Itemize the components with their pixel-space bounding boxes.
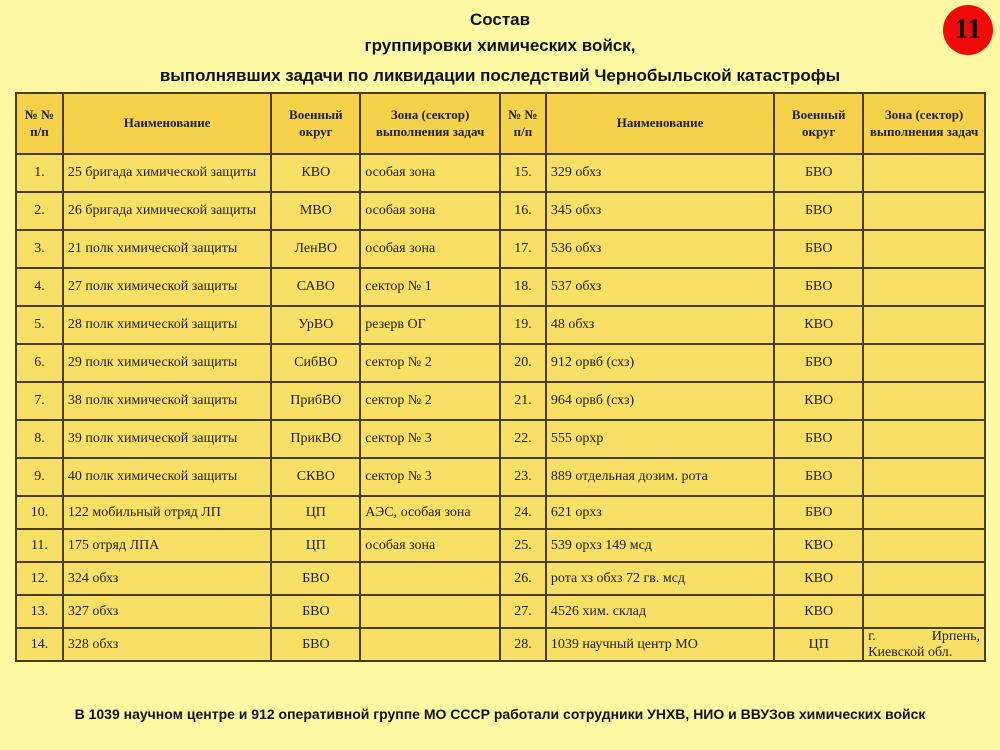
district-cell: СКВО	[271, 458, 360, 496]
num-cell: 27.	[500, 595, 546, 628]
name-cell: 4526 хим. склад	[546, 595, 774, 628]
name-cell: 26 бригада химической защиты	[63, 192, 271, 230]
num-cell: 10.	[16, 496, 63, 529]
zone-cell	[863, 595, 985, 628]
district-cell: КВО	[774, 562, 863, 595]
district-cell: ЦП	[271, 496, 360, 529]
table-row	[16, 268, 985, 306]
zone-cell	[863, 562, 985, 595]
table-row	[16, 344, 985, 382]
zone-cell	[863, 230, 985, 268]
table-row	[16, 154, 985, 192]
zone-cell: особая зона	[360, 192, 500, 230]
num-cell: 7.	[16, 382, 63, 420]
num-cell: 2.	[16, 192, 63, 230]
name-cell: 621 орхз	[546, 496, 774, 529]
zone-cell	[360, 595, 500, 628]
name-cell: 536 обхз	[546, 230, 774, 268]
district-cell: БВО	[774, 458, 863, 496]
header-district: Военный округ	[271, 93, 360, 154]
zone-cell	[360, 628, 500, 661]
num-cell: 15.	[500, 154, 546, 192]
num-cell: 5.	[16, 306, 63, 344]
district-cell: САВО	[271, 268, 360, 306]
district-cell: ЦП	[271, 529, 360, 562]
name-cell: 25 бригада химической защиты	[63, 154, 271, 192]
zone-cell	[863, 192, 985, 230]
num-cell: 8.	[16, 420, 63, 458]
table-row	[16, 496, 985, 529]
title-line-1: Состав	[469, 10, 531, 29]
num-cell: 12.	[16, 562, 63, 595]
zone-cell	[863, 268, 985, 306]
zone-cell	[863, 382, 985, 420]
num-cell: 3.	[16, 230, 63, 268]
header-num: № № п/п	[16, 93, 63, 154]
zone-cell: особая зона	[360, 230, 500, 268]
district-cell: КВО	[774, 382, 863, 420]
name-cell: 324 обхз	[63, 562, 271, 595]
num-cell: 23.	[500, 458, 546, 496]
name-cell: 21 полк химической защиты	[63, 230, 271, 268]
table-row	[16, 628, 985, 661]
num-cell: 22.	[500, 420, 546, 458]
name-cell: 40 полк химической защиты	[63, 458, 271, 496]
footnote: В 1039 научном центре и 912 оперативной группе МО СССР работали сотрудники УНХВ, НИО и ВВУЗов химических войск	[74, 706, 926, 722]
num-cell: 20.	[500, 344, 546, 382]
district-cell: БВО	[774, 230, 863, 268]
name-cell: 912 орвб (схз)	[546, 344, 774, 382]
name-cell: 38 полк химической защиты	[63, 382, 271, 420]
name-cell: 328 обхз	[63, 628, 271, 661]
name-cell: 555 орхр	[546, 420, 774, 458]
name-cell: 889 отдельная дозим. рота	[546, 458, 774, 496]
table-row	[16, 458, 985, 496]
num-cell: 19.	[500, 306, 546, 344]
num-cell: 6.	[16, 344, 63, 382]
district-cell: ПрибВО	[271, 382, 360, 420]
district-cell: КВО	[271, 154, 360, 192]
district-cell: КВО	[774, 529, 863, 562]
zone-cell: сектор № 1	[360, 268, 500, 306]
name-cell: 48 обхз	[546, 306, 774, 344]
name-cell: 964 орвб (схз)	[546, 382, 774, 420]
num-cell: 28.	[500, 628, 546, 661]
zone-cell: особая зона	[360, 529, 500, 562]
num-cell: 24.	[500, 496, 546, 529]
district-cell: БВО	[271, 595, 360, 628]
header-zone: Зона (сектор) выполнения задач	[360, 93, 500, 154]
district-cell: КВО	[774, 306, 863, 344]
district-cell: ЛенВО	[271, 230, 360, 268]
zone-cell: резерв ОГ	[360, 306, 500, 344]
zone-cell: сектор № 3	[360, 458, 500, 496]
header-name: Наименование	[546, 93, 774, 154]
district-cell: БВО	[271, 628, 360, 661]
name-cell: 28 полк химической защиты	[63, 306, 271, 344]
zone-cell	[863, 344, 985, 382]
zone-cell: г. Ирпень, Киевской обл.	[863, 628, 985, 661]
header-district: Военный округ	[774, 93, 863, 154]
name-cell: 27 полк химической защиты	[63, 268, 271, 306]
name-cell: 329 обхз	[546, 154, 774, 192]
zone-cell	[863, 154, 985, 192]
slide-number-badge: 11	[943, 5, 993, 55]
zone-cell	[863, 529, 985, 562]
name-cell: 29 полк химической защиты	[63, 344, 271, 382]
num-cell: 16.	[500, 192, 546, 230]
name-cell: 122 мобильный отряд ЛП	[63, 496, 271, 529]
num-cell: 4.	[16, 268, 63, 306]
name-cell: 537 обхз	[546, 268, 774, 306]
table-row	[16, 382, 985, 420]
district-cell: БВО	[774, 192, 863, 230]
zone-cell	[863, 306, 985, 344]
district-cell: УрВО	[271, 306, 360, 344]
header-num: № № п/п	[500, 93, 546, 154]
district-cell: МВО	[271, 192, 360, 230]
header-name: Наименование	[63, 93, 271, 154]
district-cell: БВО	[774, 344, 863, 382]
district-cell: КВО	[774, 595, 863, 628]
table-row	[16, 420, 985, 458]
num-cell: 18.	[500, 268, 546, 306]
name-cell: 345 обхз	[546, 192, 774, 230]
name-cell: 39 полк химической защиты	[63, 420, 271, 458]
table-row	[16, 562, 985, 595]
title-line-2: группировки химических войск,	[364, 36, 636, 55]
num-cell: 21.	[500, 382, 546, 420]
name-cell: рота хз обхз 72 гв. мсд	[546, 562, 774, 595]
name-cell: 327 обхз	[63, 595, 271, 628]
zone-cell: особая зона	[360, 154, 500, 192]
table-row	[16, 192, 985, 230]
units-table	[15, 92, 986, 662]
table-row	[16, 230, 985, 268]
district-cell: БВО	[774, 154, 863, 192]
zone-cell	[863, 458, 985, 496]
table-row	[16, 529, 985, 562]
district-cell: СибВО	[271, 344, 360, 382]
name-cell: 175 отряд ЛПА	[63, 529, 271, 562]
num-cell: 9.	[16, 458, 63, 496]
num-cell: 14.	[16, 628, 63, 661]
district-cell: ПрикВО	[271, 420, 360, 458]
district-cell: БВО	[774, 496, 863, 529]
table-row	[16, 595, 985, 628]
zone-cell: сектор № 2	[360, 344, 500, 382]
zone-cell: сектор № 2	[360, 382, 500, 420]
num-cell: 1.	[16, 154, 63, 192]
num-cell: 13.	[16, 595, 63, 628]
name-cell: 1039 научный центр МО	[546, 628, 774, 661]
district-cell: ЦП	[774, 628, 863, 661]
district-cell: БВО	[774, 268, 863, 306]
num-cell: 25.	[500, 529, 546, 562]
header-zone: Зона (сектор) выполнения задач	[863, 93, 985, 154]
table-row	[16, 306, 985, 344]
zone-cell: АЭС, особая зона	[360, 496, 500, 529]
name-cell: 539 орхз 149 мсд	[546, 529, 774, 562]
title-line-3: выполнявших задачи по ликвидации последствий Чернобыльской катастрофы	[159, 66, 841, 85]
num-cell: 11.	[16, 529, 63, 562]
district-cell: БВО	[271, 562, 360, 595]
zone-cell	[360, 562, 500, 595]
district-cell: БВО	[774, 420, 863, 458]
zone-cell: сектор № 3	[360, 420, 500, 458]
num-cell: 26.	[500, 562, 546, 595]
zone-cell	[863, 420, 985, 458]
num-cell: 17.	[500, 230, 546, 268]
zone-cell	[863, 496, 985, 529]
